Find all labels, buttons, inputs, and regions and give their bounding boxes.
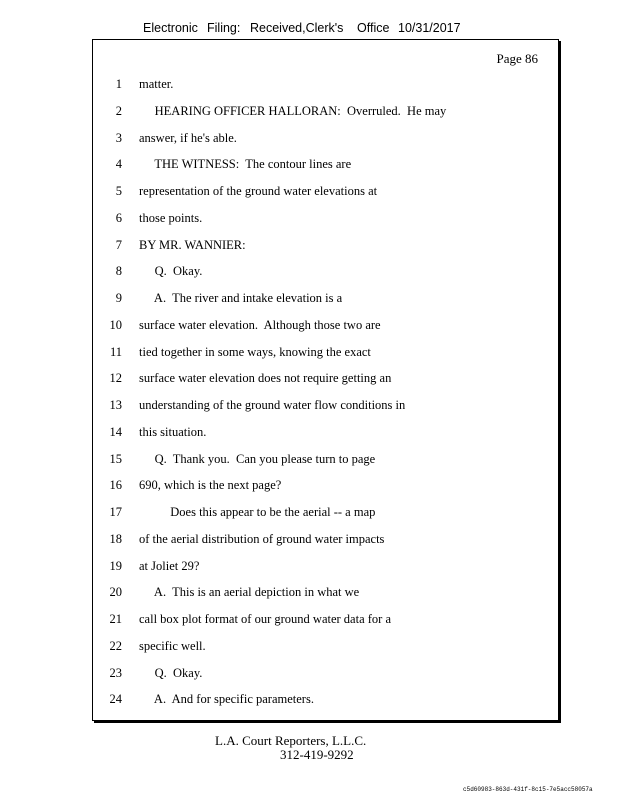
line-number: 24 (109, 692, 122, 707)
line-text: at Joliet 29? (139, 558, 200, 573)
line-text: A. This is an aerial depiction in what we (139, 585, 360, 600)
line-text: HEARING OFFICER HALLORAN: Overruled. He may (139, 103, 447, 118)
transcript-line (93, 102, 558, 120)
line-text: this situation. (139, 424, 207, 439)
line-text: representation of the ground water elevations at (139, 184, 378, 198)
line-number: 18 (109, 531, 122, 546)
line-number: 14 (109, 424, 122, 439)
line-text: BY MR. WANNIER: (139, 237, 246, 252)
line-text: call box plot format of our ground water data for a (139, 612, 391, 626)
line-number: 16 (109, 478, 122, 493)
line-number: 23 (109, 665, 122, 680)
footer-phone: 312-419-9292 (280, 747, 354, 762)
transcript-line (93, 182, 558, 200)
transcript-line (93, 530, 558, 548)
stamp-office: Office (357, 21, 390, 35)
line-text: specific well. (139, 638, 206, 653)
line-number: 10 (109, 317, 122, 332)
line-text: 690, which is the next page? (139, 478, 282, 493)
line-number: 11 (109, 344, 122, 359)
transcript-line (93, 289, 558, 307)
transcript-line (93, 423, 558, 441)
line-text: understanding of the ground water flow conditions in (139, 398, 406, 412)
transcript-line (93, 557, 558, 575)
line-number: 2 (115, 103, 122, 118)
stamp-received: Received,Clerk's (250, 21, 344, 35)
line-text: THE WITNESS: The contour lines are (139, 157, 352, 172)
transcript-line (93, 610, 558, 628)
stamp-filing: Filing: (207, 21, 241, 35)
transcript-line (93, 450, 558, 468)
line-number: 6 (115, 210, 122, 225)
line-number: 22 (109, 638, 122, 653)
footer-company: L.A. Court Reporters, L.L.C. (215, 733, 367, 748)
line-text: matter. (139, 77, 174, 91)
document-hash: c5d60983-863d-431f-8c15-7e5acc58057a (463, 786, 593, 793)
stamp-electronic: Electronic (143, 21, 198, 35)
line-text: A. The river and intake elevation is a (139, 291, 343, 305)
line-number: 19 (109, 558, 122, 573)
line-number: 15 (109, 451, 122, 466)
transcript-line (93, 209, 558, 227)
transcript-line (93, 155, 558, 173)
line-number: 5 (115, 184, 122, 198)
transcript-line (93, 476, 558, 494)
transcript-line (93, 262, 558, 280)
line-text: those points. (139, 210, 203, 225)
transcript-line (93, 369, 558, 387)
line-text: answer, if he's able. (139, 130, 237, 145)
line-text: A. And for specific parameters. (139, 692, 314, 707)
transcript-line (93, 503, 558, 521)
transcript-line (93, 75, 558, 93)
line-number: 17 (109, 505, 122, 519)
transcript-line (93, 637, 558, 655)
transcript-line (93, 129, 558, 147)
transcript-line (93, 690, 558, 708)
transcript-line (93, 583, 558, 601)
line-text: Does this appear to be the aerial -- a map (139, 505, 376, 519)
line-number: 12 (109, 371, 122, 386)
transcript-line (93, 316, 558, 334)
line-number: 21 (109, 612, 122, 626)
transcript-line (93, 396, 558, 414)
line-text: of the aerial distribution of ground water impacts (139, 531, 385, 546)
line-text: Q. Thank you. Can you please turn to page (139, 451, 376, 466)
line-text: tied together in some ways, knowing the exact (139, 344, 371, 359)
stamp-date: 10/31/2017 (398, 21, 461, 35)
line-number: 13 (109, 398, 122, 412)
line-number: 8 (115, 264, 122, 279)
line-text: surface water elevation. Although those two are (139, 317, 381, 332)
transcript-line (93, 664, 558, 682)
line-text: Q. Okay. (139, 264, 203, 279)
line-number: 1 (115, 77, 122, 91)
transcript-page (92, 39, 559, 721)
line-text: Q. Okay. (139, 665, 203, 680)
line-number: 9 (115, 291, 122, 305)
transcript-line (93, 236, 558, 254)
line-number: 3 (115, 130, 122, 145)
page-number: Page 86 (496, 51, 538, 66)
transcript-line (93, 343, 558, 361)
line-number: 20 (109, 585, 122, 600)
line-number: 4 (115, 157, 122, 172)
line-number: 7 (115, 237, 122, 252)
line-text: surface water elevation does not require getting an (139, 371, 392, 386)
